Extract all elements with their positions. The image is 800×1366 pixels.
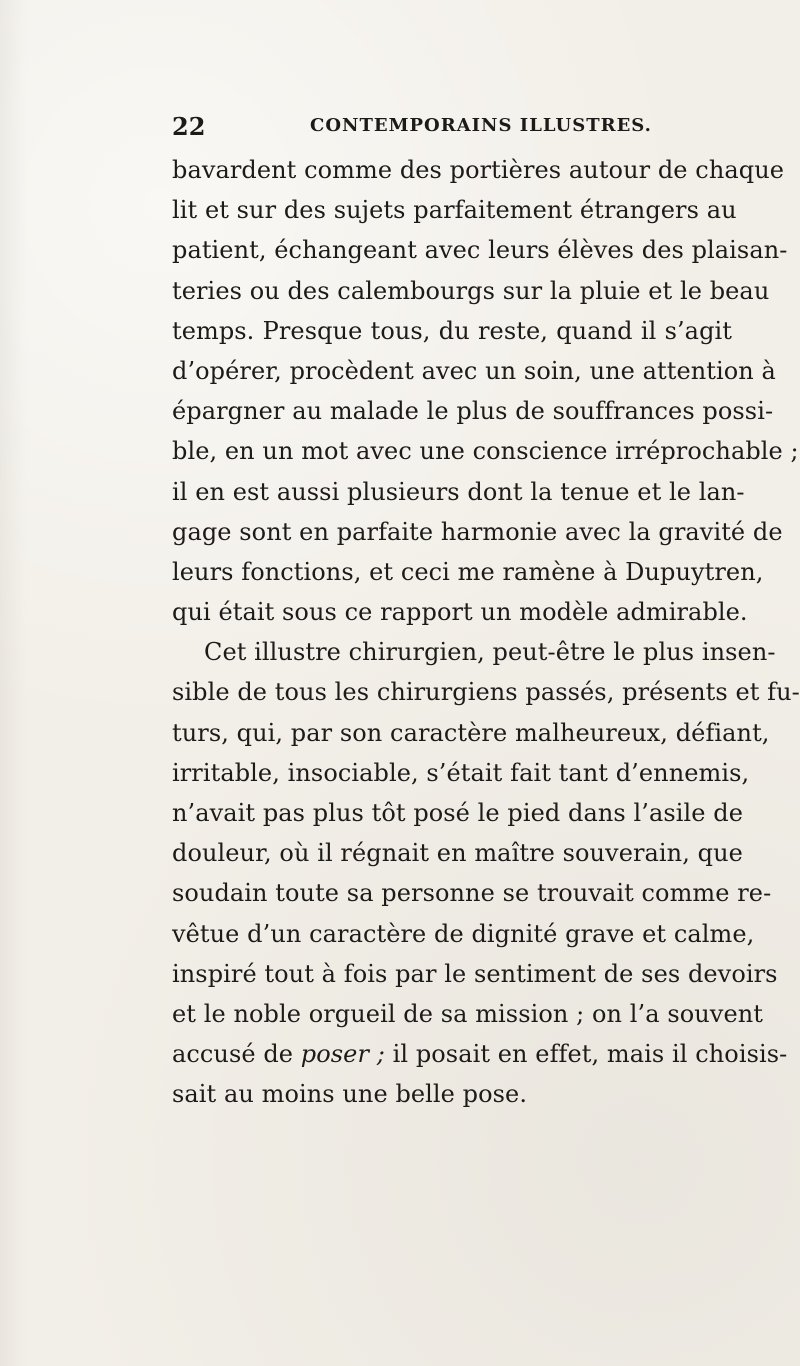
text-line-22: et le noble orgueil de sa mission ; on l’a souvent (172, 999, 763, 1028)
text-line-15: turs, qui, par son caractère malheureux, défiant, (172, 718, 770, 747)
emphasized-word: poser ; (300, 1040, 385, 1069)
text-line-9: il en est aussi plusieurs dont la tenue et le lan- (172, 477, 745, 506)
running-title: CONTEMPORAINS ILLUSTRES. (310, 115, 652, 136)
text-line-2: lit et sur des sujets parfaitement étrangers au (172, 196, 737, 225)
text-line-17: n’avait pas plus tôt posé le pied dans l’asile de (172, 799, 744, 827)
text-line-3: patient, échangeant avec leurs élèves des plaisan- (172, 236, 788, 265)
text-line-5: temps. Presque tous, du reste, quand il s’agit (172, 316, 732, 345)
text-line-18: douleur, où il régnait en maître souverain, que (172, 839, 743, 868)
text-line-24: sait au moins une belle pose. (172, 1080, 528, 1109)
page-header (172, 112, 732, 142)
text-line-23-end: il posait en effet, mais il choisis- (384, 1040, 788, 1069)
text-line-11: leurs fonctions, et ceci me ramène à Dupuytren, (172, 557, 764, 586)
text-line-7: épargner au malade le plus de souffrances possi- (172, 397, 774, 426)
body-text (172, 150, 800, 1115)
page-shadow (0, 0, 26, 1366)
text-line-12: qui était sous ce rapport un modèle admirable. (172, 598, 748, 627)
text-line-6: d’opérer, procèdent avec un soin, une attention à (172, 356, 776, 385)
text-line-23-start: accusé de (172, 1040, 301, 1069)
text-line-4: teries ou des calembourgs sur la pluie et le beau (172, 276, 770, 305)
text-line-1: bavardent comme des portières autour de chaque (172, 156, 785, 184)
page-number: 22 (172, 112, 206, 141)
text-line-23 (172, 1034, 788, 1074)
text-line-21: inspiré tout à fois par le sentiment de ses devoirs (172, 959, 778, 988)
text-line-14: sible de tous les chirurgiens passés, présents et fu- (172, 678, 800, 707)
text-line-13: Cet illustre chirurgien, peut-être le plus insen- (204, 638, 776, 667)
text-line-20: vêtue d’un caractère de dignité grave et calme, (172, 919, 755, 948)
text-line-19: soudain toute sa personne se trouvait comme re- (172, 879, 772, 908)
text-line-16: irritable, insociable, s’était fait tant d’ennemis, (172, 758, 750, 787)
text-line-10: gage sont en parfaite harmonie avec la gravité de (172, 517, 783, 546)
text-line-8: ble, en un mot avec une conscience irréprochable ; (172, 437, 799, 466)
